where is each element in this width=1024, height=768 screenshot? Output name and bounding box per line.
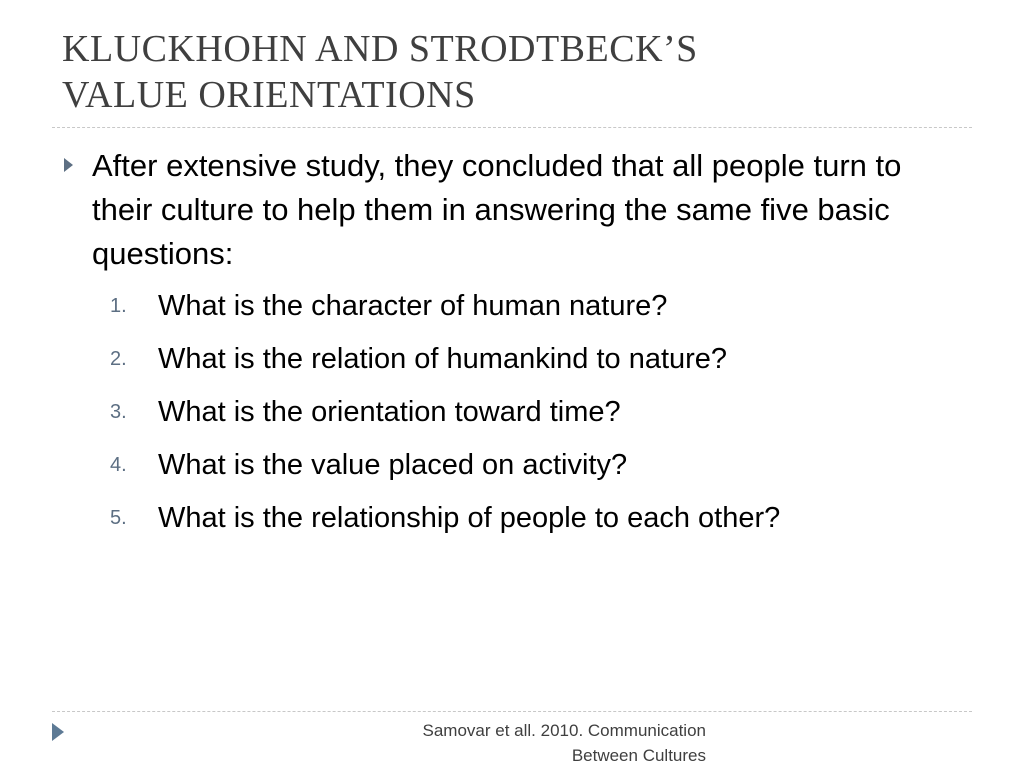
list-number: 4. <box>110 454 127 476</box>
bullet-text: After extensive study, they concluded that all people turn to their culture to help them in answering the same five basic questions: <box>92 148 902 271</box>
question-list <box>62 280 962 545</box>
slide-content <box>62 144 962 545</box>
bullet-item <box>62 144 962 276</box>
footer-line-2: Between Cultures <box>571 746 706 765</box>
footer-citation <box>386 718 706 768</box>
list-number: 2. <box>110 348 127 370</box>
footer-line-1: Samovar et all. 2010. Communication <box>422 721 706 740</box>
list-item <box>62 439 962 492</box>
title-line-1: KLUCKHOHN AND STRODTBECK’S <box>62 28 698 70</box>
list-text: What is the character of human nature? <box>158 290 668 322</box>
list-text: What is the relation of humankind to nature? <box>158 343 728 375</box>
list-item <box>62 333 962 386</box>
list-number: 5. <box>110 507 127 529</box>
footer-divider <box>52 711 972 712</box>
list-text: What is the value placed on activity? <box>158 449 628 481</box>
list-item <box>62 386 962 439</box>
triangle-footer-icon <box>52 723 64 741</box>
triangle-bullet-icon <box>64 158 73 172</box>
slide-title <box>62 26 982 118</box>
list-number: 3. <box>110 401 127 423</box>
list-number: 1. <box>110 295 127 317</box>
list-text: What is the relationship of people to each other? <box>158 502 781 534</box>
title-divider <box>52 127 972 128</box>
list-text: What is the orientation toward time? <box>158 396 621 428</box>
list-item <box>62 280 962 333</box>
title-line-2: VALUE ORIENTATIONS <box>62 74 476 116</box>
list-item <box>62 492 962 545</box>
